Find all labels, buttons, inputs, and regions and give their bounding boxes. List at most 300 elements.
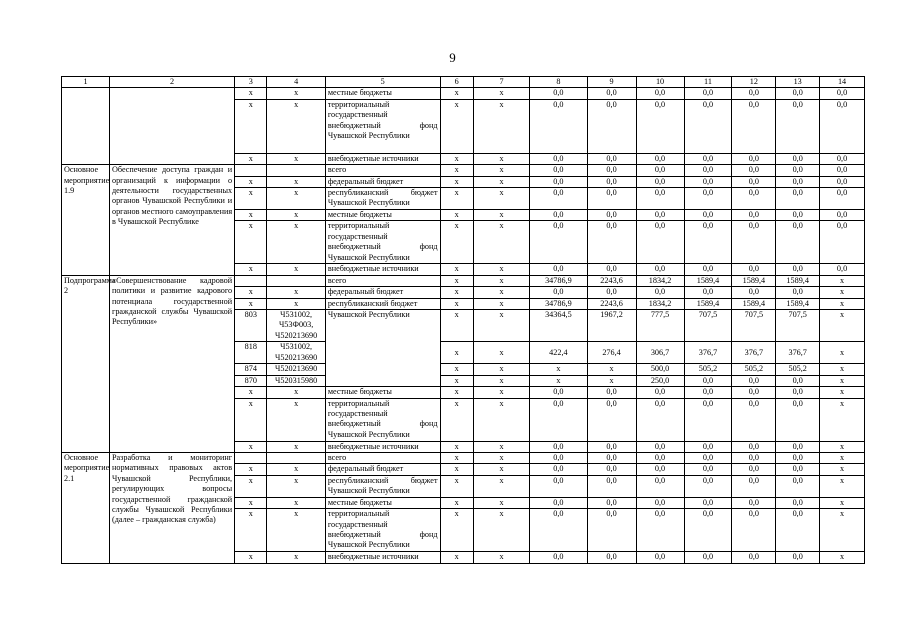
value-cell: 0,0 [530, 153, 587, 164]
item-label: Подпрограмма 2 [62, 275, 110, 452]
value-cell: 0,0 [684, 475, 732, 497]
value-cell: x [820, 475, 865, 497]
value-cell: 707,5 [684, 310, 732, 342]
value-cell: 0,0 [684, 398, 732, 441]
admin-code: x [235, 176, 267, 187]
value-cell: 376,7 [732, 342, 776, 364]
budget-code [267, 452, 325, 463]
budget-code: x [267, 264, 325, 275]
code-col-6: x [440, 165, 473, 176]
value-cell: 0,0 [820, 153, 865, 164]
value-cell: 0,0 [530, 99, 587, 153]
value-cell: 1834,2 [636, 298, 684, 309]
col-header: 13 [776, 77, 820, 88]
value-cell: x [820, 364, 865, 375]
admin-code: x [235, 441, 267, 452]
funding-source: внебюджетные источники [325, 552, 440, 563]
code-col-6: x [440, 88, 473, 99]
value-cell: 0,0 [587, 210, 636, 221]
value-cell: 0,0 [684, 99, 732, 153]
table-row [62, 275, 865, 286]
funding-source: местные бюджеты [325, 497, 440, 508]
value-cell: x [530, 364, 587, 375]
value-cell: 0,0 [732, 287, 776, 298]
value-cell: 0,0 [530, 88, 587, 99]
value-cell: 0,0 [684, 165, 732, 176]
value-cell: 0,0 [587, 475, 636, 497]
value-cell: x [820, 552, 865, 563]
value-cell: 0,0 [732, 375, 776, 386]
value-cell: 0,0 [587, 287, 636, 298]
budget-code: x [267, 176, 325, 187]
code-col-6: x [440, 441, 473, 452]
funding-source: территориальный государственный внебюджетный фонд Чувашской Республики [325, 99, 440, 153]
value-cell: 0,0 [732, 188, 776, 210]
funding-source: территориальный государственный внебюджетный фонд Чувашской Республики [325, 509, 440, 552]
funding-source: внебюджетные источники [325, 264, 440, 275]
value-cell: 0,0 [587, 153, 636, 164]
funding-source: всего [325, 452, 440, 463]
admin-code: x [235, 552, 267, 563]
value-cell: 0,0 [776, 165, 820, 176]
value-cell: x [820, 398, 865, 441]
value-cell: 0,0 [587, 387, 636, 398]
value-cell: 0,0 [776, 509, 820, 552]
value-cell: 0,0 [776, 99, 820, 153]
table-row [62, 165, 865, 176]
value-cell: 0,0 [732, 88, 776, 99]
value-cell: 0,0 [820, 188, 865, 210]
budget-code [267, 165, 325, 176]
value-cell: 0,0 [636, 452, 684, 463]
value-cell: 0,0 [684, 221, 732, 264]
admin-code: 870 [235, 375, 267, 386]
value-cell: 505,2 [684, 364, 732, 375]
value-cell: 0,0 [587, 552, 636, 563]
col-header: 5 [325, 77, 440, 88]
value-cell: 0,0 [732, 387, 776, 398]
value-cell: 0,0 [587, 188, 636, 210]
value-cell: 0,0 [636, 210, 684, 221]
value-cell: 0,0 [732, 452, 776, 463]
code-col-6: x [440, 287, 473, 298]
value-cell: 0,0 [684, 88, 732, 99]
value-cell: 1589,4 [732, 275, 776, 286]
value-cell: 34786,9 [530, 275, 587, 286]
value-cell: 1589,4 [776, 275, 820, 286]
admin-code: x [235, 464, 267, 475]
admin-code: 818 [235, 342, 267, 364]
budget-code: x [267, 509, 325, 552]
col-header: 11 [684, 77, 732, 88]
code-col-6: x [440, 176, 473, 187]
value-cell: 0,0 [732, 441, 776, 452]
table-row [62, 88, 865, 99]
value-cell: 707,5 [732, 310, 776, 342]
value-cell: 1589,4 [684, 275, 732, 286]
value-cell: 1967,2 [587, 310, 636, 342]
value-cell: 0,0 [776, 188, 820, 210]
code-col-7: x [473, 165, 529, 176]
code-col-7: x [473, 398, 529, 441]
code-col-7: x [473, 552, 529, 563]
value-cell: 0,0 [530, 188, 587, 210]
value-cell: 1589,4 [732, 298, 776, 309]
value-cell: 0,0 [684, 375, 732, 386]
code-col-6: x [440, 188, 473, 210]
value-cell: 0,0 [684, 287, 732, 298]
value-cell: 0,0 [530, 210, 587, 221]
funding-source: республиканский бюджет Чувашской Республики [325, 188, 440, 210]
value-cell: x [587, 375, 636, 386]
value-cell: 0,0 [530, 552, 587, 563]
value-cell: 0,0 [776, 441, 820, 452]
admin-code: 874 [235, 364, 267, 375]
value-cell: 0,0 [732, 264, 776, 275]
value-cell: 0,0 [636, 509, 684, 552]
funding-source: местные бюджеты [325, 210, 440, 221]
value-cell: 505,2 [732, 364, 776, 375]
value-cell: 0,0 [587, 99, 636, 153]
value-cell: x [820, 375, 865, 386]
value-cell: 0,0 [530, 165, 587, 176]
code-col-7: x [473, 264, 529, 275]
admin-code: x [235, 475, 267, 497]
funding-source: территориальный государственный внебюджетный фонд Чувашской Республики [325, 398, 440, 441]
budget-table [61, 76, 865, 564]
code-col-7: x [473, 364, 529, 375]
code-col-6: x [440, 99, 473, 153]
value-cell: x [820, 452, 865, 463]
code-col-7: x [473, 221, 529, 264]
value-cell: 0,0 [636, 221, 684, 264]
value-cell: 0,0 [636, 441, 684, 452]
value-cell: 0,0 [636, 153, 684, 164]
value-cell: x [820, 310, 865, 342]
budget-code: x [267, 221, 325, 264]
admin-code: x [235, 99, 267, 153]
col-header: 10 [636, 77, 684, 88]
funding-source: республиканский бюджет Чувашской Республики [325, 475, 440, 497]
value-cell: 0,0 [684, 441, 732, 452]
value-cell: 250,0 [636, 375, 684, 386]
funding-source: всего [325, 165, 440, 176]
value-cell: 0,0 [732, 552, 776, 563]
value-cell: 0,0 [587, 441, 636, 452]
value-cell: x [820, 497, 865, 508]
value-cell: 376,7 [684, 342, 732, 364]
admin-code: x [235, 298, 267, 309]
admin-code: x [235, 88, 267, 99]
value-cell: 0,0 [732, 509, 776, 552]
value-cell: 0,0 [776, 497, 820, 508]
budget-code: x [267, 99, 325, 153]
value-cell: 0,0 [776, 210, 820, 221]
budget-code: x [267, 387, 325, 398]
value-cell: 0,0 [820, 264, 865, 275]
value-cell: x [820, 387, 865, 398]
value-cell: 0,0 [636, 287, 684, 298]
admin-code: x [235, 387, 267, 398]
budget-code: x [267, 298, 325, 309]
value-cell: 34786,9 [530, 298, 587, 309]
admin-code [235, 165, 267, 176]
value-cell: 0,0 [530, 497, 587, 508]
budget-code: Ч531002, Ч53Ф003, Ч520213690 [267, 310, 325, 342]
value-cell: 0,0 [732, 398, 776, 441]
item-label [62, 88, 110, 165]
col-header: 1 [62, 77, 110, 88]
item-description [109, 88, 234, 165]
value-cell: 0,0 [684, 210, 732, 221]
value-cell: 0,0 [636, 165, 684, 176]
value-cell: 0,0 [530, 264, 587, 275]
code-col-6: x [440, 398, 473, 441]
value-cell: 0,0 [776, 287, 820, 298]
value-cell: 0,0 [732, 176, 776, 187]
code-col-7: x [473, 441, 529, 452]
code-col-7: x [473, 287, 529, 298]
value-cell: 505,2 [776, 364, 820, 375]
value-cell: 0,0 [820, 88, 865, 99]
value-cell: 0,0 [820, 221, 865, 264]
value-cell: 276,4 [587, 342, 636, 364]
value-cell: 0,0 [776, 464, 820, 475]
value-cell: 0,0 [732, 475, 776, 497]
value-cell: 0,0 [636, 387, 684, 398]
value-cell: 34364,5 [530, 310, 587, 342]
value-cell: 0,0 [776, 398, 820, 441]
value-cell: 0,0 [636, 88, 684, 99]
value-cell: 1589,4 [684, 298, 732, 309]
budget-code: x [267, 287, 325, 298]
budget-code: x [267, 88, 325, 99]
code-col-6: x [440, 364, 473, 375]
code-col-6: x [440, 275, 473, 286]
value-cell: 0,0 [776, 552, 820, 563]
code-col-6: x [440, 509, 473, 552]
col-header: 2 [109, 77, 234, 88]
funding-source: местные бюджеты [325, 387, 440, 398]
value-cell: 0,0 [530, 176, 587, 187]
page-number: 9 [449, 50, 456, 65]
code-col-6: x [440, 497, 473, 508]
value-cell: 0,0 [636, 99, 684, 153]
value-cell: 0,0 [530, 475, 587, 497]
code-col-6: x [440, 387, 473, 398]
value-cell: 0,0 [776, 375, 820, 386]
code-col-6: x [440, 452, 473, 463]
code-col-6: x [440, 375, 473, 386]
value-cell: 0,0 [820, 99, 865, 153]
admin-code: x [235, 287, 267, 298]
budget-code: x [267, 441, 325, 452]
value-cell: 0,0 [776, 176, 820, 187]
funding-source: внебюджетные источники [325, 153, 440, 164]
budget-code: Ч520213690 [267, 364, 325, 375]
code-col-6: x [440, 552, 473, 563]
col-header: 7 [473, 77, 529, 88]
value-cell: 0,0 [587, 88, 636, 99]
value-cell: 376,7 [776, 342, 820, 364]
value-cell: 0,0 [732, 497, 776, 508]
col-header: 14 [820, 77, 865, 88]
col-header: 4 [267, 77, 325, 88]
funding-source: Чувашской Республики [325, 310, 440, 387]
code-col-6: x [440, 298, 473, 309]
value-cell: 0,0 [530, 509, 587, 552]
code-col-7: x [473, 99, 529, 153]
item-description: Обеспечение доступа граждан и организаций к информации о деятельности государственных органов Чувашской Республики и органов местного самоуправления в Чувашской Республике [109, 165, 234, 276]
value-cell: 0,0 [820, 210, 865, 221]
budget-code: Ч520315980 [267, 375, 325, 386]
value-cell: 0,0 [587, 464, 636, 475]
funding-source: федеральный бюджет [325, 287, 440, 298]
value-cell: 707,5 [776, 310, 820, 342]
budget-code [267, 275, 325, 286]
col-header: 12 [732, 77, 776, 88]
value-cell: x [820, 342, 865, 364]
table-row [62, 452, 865, 463]
value-cell: 0,0 [776, 387, 820, 398]
value-cell: 0,0 [732, 221, 776, 264]
budget-code: x [267, 398, 325, 441]
item-label: Основное мероприятие 2.1 [62, 452, 110, 563]
funding-source: федеральный бюджет [325, 464, 440, 475]
value-cell: x [820, 287, 865, 298]
value-cell: x [820, 509, 865, 552]
admin-code [235, 452, 267, 463]
value-cell: 0,0 [636, 264, 684, 275]
code-col-7: x [473, 452, 529, 463]
budget-code: x [267, 552, 325, 563]
value-cell: 0,0 [776, 452, 820, 463]
budget-code: x [267, 464, 325, 475]
code-col-7: x [473, 188, 529, 210]
value-cell: 0,0 [776, 153, 820, 164]
value-cell: 0,0 [636, 398, 684, 441]
code-col-7: x [473, 210, 529, 221]
code-col-6: x [440, 464, 473, 475]
value-cell: 0,0 [530, 464, 587, 475]
value-cell: 0,0 [684, 452, 732, 463]
value-cell: 0,0 [530, 452, 587, 463]
funding-source: федеральный бюджет [325, 176, 440, 187]
value-cell: 0,0 [732, 210, 776, 221]
code-col-7: x [473, 375, 529, 386]
col-header: 3 [235, 77, 267, 88]
value-cell: x [820, 441, 865, 452]
budget-code: x [267, 210, 325, 221]
admin-code: x [235, 509, 267, 552]
value-cell: 0,0 [820, 176, 865, 187]
code-col-6: x [440, 221, 473, 264]
value-cell: 0,0 [636, 497, 684, 508]
code-col-7: x [473, 497, 529, 508]
value-cell: 0,0 [732, 153, 776, 164]
value-cell: x [587, 364, 636, 375]
admin-code: x [235, 210, 267, 221]
value-cell: 0,0 [684, 176, 732, 187]
value-cell: 0,0 [587, 176, 636, 187]
value-cell: 0,0 [684, 509, 732, 552]
admin-code [235, 275, 267, 286]
admin-code: x [235, 398, 267, 441]
value-cell: x [820, 275, 865, 286]
value-cell: 0,0 [776, 88, 820, 99]
code-col-7: x [473, 387, 529, 398]
item-description: Разработка и мониторинг нормативных правовых актов Чувашской Республики, регулирующих вопросы государственной гражданской службы Чувашской Республики (далее – гражданская служба) [109, 452, 234, 563]
value-cell: 777,5 [636, 310, 684, 342]
value-cell: 0,0 [684, 387, 732, 398]
value-cell: 2243,6 [587, 275, 636, 286]
value-cell: 0,0 [636, 176, 684, 187]
value-cell: 0,0 [684, 153, 732, 164]
code-col-6: x [440, 264, 473, 275]
value-cell: x [530, 375, 587, 386]
admin-code: x [235, 188, 267, 210]
funding-source: республиканский бюджет [325, 298, 440, 309]
value-cell: 0,0 [684, 264, 732, 275]
value-cell: 0,0 [530, 441, 587, 452]
admin-code: x [235, 221, 267, 264]
value-cell: 0,0 [732, 165, 776, 176]
value-cell: 0,0 [684, 464, 732, 475]
code-col-7: x [473, 475, 529, 497]
code-col-7: x [473, 298, 529, 309]
value-cell: 0,0 [684, 552, 732, 563]
admin-code: x [235, 264, 267, 275]
code-col-7: x [473, 176, 529, 187]
value-cell: 0,0 [587, 497, 636, 508]
value-cell: 0,0 [587, 221, 636, 264]
funding-source: внебюджетные источники [325, 441, 440, 452]
value-cell: 0,0 [636, 464, 684, 475]
code-col-6: x [440, 153, 473, 164]
code-col-7: x [473, 464, 529, 475]
value-cell: 0,0 [587, 264, 636, 275]
value-cell: 422,4 [530, 342, 587, 364]
value-cell: x [820, 298, 865, 309]
funding-source: местные бюджеты [325, 88, 440, 99]
value-cell: 0,0 [587, 398, 636, 441]
admin-code: x [235, 497, 267, 508]
value-cell: 0,0 [530, 287, 587, 298]
value-cell: 0,0 [530, 387, 587, 398]
admin-code: x [235, 153, 267, 164]
value-cell: 0,0 [636, 552, 684, 563]
value-cell: 0,0 [530, 398, 587, 441]
value-cell: 0,0 [820, 165, 865, 176]
code-col-7: x [473, 153, 529, 164]
admin-code: 803 [235, 310, 267, 342]
col-header: 6 [440, 77, 473, 88]
col-header: 8 [530, 77, 587, 88]
value-cell: 0,0 [684, 188, 732, 210]
budget-code: x [267, 475, 325, 497]
code-col-7: x [473, 310, 529, 342]
item-description: «Совершенствование кадровой политики и развитие кадрового потенциала государственной гражданской службы Чувашской Республики» [109, 275, 234, 452]
budget-code: x [267, 497, 325, 508]
value-cell: 0,0 [684, 497, 732, 508]
code-col-6: x [440, 342, 473, 364]
code-col-6: x [440, 210, 473, 221]
code-col-7: x [473, 342, 529, 364]
code-col-7: x [473, 88, 529, 99]
value-cell: 0,0 [587, 509, 636, 552]
item-label: Основное мероприятие 1.9 [62, 165, 110, 276]
funding-source: всего [325, 275, 440, 286]
